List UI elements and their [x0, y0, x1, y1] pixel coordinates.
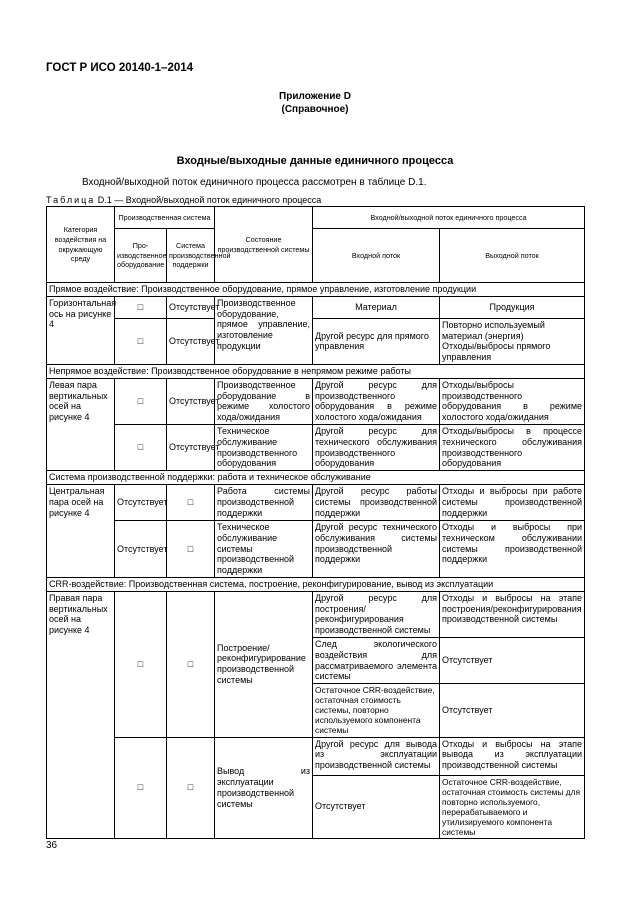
output-cell: Отходы и выбросы на этапе построения/реконфигурирования производственной системы: [440, 591, 585, 637]
header-production-equipment: Про-изводственное оборудование: [115, 229, 167, 283]
checkbox-glyph: □: [187, 543, 194, 554]
absent-cell: Отсутствует: [167, 378, 215, 424]
category-cell: Правая пара вертикальных осей на рисунке 4: [47, 591, 115, 838]
section-title: Входные/выходные данные единичного процесса: [176, 155, 454, 167]
input-cell: Другой ресурс для прямого управления: [313, 318, 440, 364]
appendix-subtitle: (Справочное): [281, 104, 349, 115]
input-cell: Другой ресурс технического обслуживания системы производственной поддержки: [313, 520, 440, 577]
state-cell: Построение/реконфигурирование производственной системы: [215, 591, 313, 737]
category-cell: Центральная пара осей на рисунке 4: [47, 484, 115, 577]
output-cell: Отходы и выбросы при техническом обслуживании системы производственной поддержки: [440, 520, 585, 577]
check-mark: [115, 378, 167, 424]
table-caption-text: D.1 — Входной/выходной поток единичного процесса: [95, 195, 322, 205]
section-indirect-title: Непрямое воздействие: Производственное оборудование в непрямом режиме работы: [47, 364, 585, 378]
absent-cell: Отсутствует: [167, 318, 215, 364]
state-cell: Техническое обслуживание производственного оборудования: [215, 424, 313, 470]
check-mark: [167, 591, 215, 737]
category-cell: Левая пара вертикальных осей на рисунке 4: [47, 378, 115, 470]
checkbox-glyph: □: [187, 658, 194, 669]
category-cell: Горизонтальная ось на рисунке 4: [47, 296, 115, 364]
section-crr-title: CRR-воздействие: Производственная система, построение, реконфигурирование, вывод из эксплуатации: [47, 577, 585, 591]
checkbox-glyph: □: [137, 301, 144, 312]
output-cell: Отсутствует: [440, 637, 585, 683]
output-cell: Отходы и выбросы на этапе вывода из эксплуатации производственной системы: [440, 737, 585, 775]
absent-cell: Отсутствует: [167, 296, 215, 318]
document-header: ГОСТ Р ИСО 20140-1–2014: [46, 62, 194, 74]
intro-paragraph: Входной/выходной поток единичного процесса рассмотрен в таблице D.1.: [82, 177, 427, 188]
header-flow: Входной/выходной поток единичного процесса: [313, 207, 585, 229]
absent-cell: Отсутствует: [167, 424, 215, 470]
header-category: Категория воздействия на окружающую среду: [47, 207, 115, 283]
output-cell: Повторно используемый материал (энергия) Отходы/выбросы прямого управления: [440, 318, 585, 364]
table-caption: [46, 195, 321, 205]
header-output: Выходной поток: [440, 229, 585, 283]
header-input: Входной поток: [313, 229, 440, 283]
input-cell: След экологического воздействия для рассматриваемого элемента системы: [313, 637, 440, 683]
check-mark: [115, 737, 167, 838]
state-cell: Производственное оборудование в режиме холостого хода/ожидания: [215, 378, 313, 424]
output-cell: Отходы/выбросы производственного оборудования в режиме холостого хода/ожидания: [440, 378, 585, 424]
checkbox-glyph: □: [187, 497, 194, 508]
appendix-title: Приложение D: [279, 91, 351, 102]
input-cell: Материал: [313, 296, 440, 318]
check-mark: [167, 484, 215, 520]
input-cell: Другой ресурс для построения/реконфигурирования производственной системы: [313, 591, 440, 637]
absent-cell: Отсутствует: [115, 520, 167, 577]
check-mark: [115, 318, 167, 364]
table-caption-prefix: Таблица: [46, 195, 96, 205]
input-cell: Другой ресурс для вывода из эксплуатации производственной системы: [313, 737, 440, 775]
state-cell: Техническое обслуживание системы производственной поддержки: [215, 520, 313, 577]
section-direct-title: Прямое воздействие: Производственное оборудование, прямое управление, изготовление продукции: [47, 283, 585, 297]
header-production-system: Производственная система: [115, 207, 215, 229]
output-cell: Отходы/выбросы в процессе технического обслуживания производственного оборудования: [440, 424, 585, 470]
checkbox-glyph: □: [137, 442, 144, 453]
checkbox-glyph: □: [137, 782, 144, 793]
input-cell: Другой ресурс для технического обслуживания производственного оборудования: [313, 424, 440, 470]
state-cell: Производственное оборудование, прямое управление, изготовление продукции: [215, 296, 313, 364]
input-cell: Остаточное CRR-воздействие, остаточная стоимость системы, повторно используемого компонента системы: [313, 684, 440, 737]
check-mark: [167, 737, 215, 838]
unit-process-table: [46, 206, 585, 839]
output-cell: Продукция: [440, 296, 585, 318]
checkbox-glyph: □: [137, 395, 144, 406]
state-cell: Вывод из эксплуатации производственной системы: [215, 737, 313, 838]
check-mark: [115, 424, 167, 470]
input-cell: Отсутствует: [313, 775, 440, 838]
state-cell: Работа системы производственной поддержки: [215, 484, 313, 520]
absent-cell: Отсутствует: [115, 484, 167, 520]
page-number: 36: [46, 840, 58, 851]
output-cell: Отсутствует: [440, 684, 585, 737]
output-cell: Отходы и выбросы при работе системы производственной поддержки: [440, 484, 585, 520]
header-support-system: Система производственной поддержки: [167, 229, 215, 283]
checkbox-glyph: □: [137, 335, 144, 346]
check-mark: [115, 296, 167, 318]
section-support-title: Система производственной поддержки: работа и техническое обслуживание: [47, 471, 585, 485]
output-cell: Остаточное CRR-воздействие, остаточная стоимость системы для повторно используемого, перерабатываемого и утилизируемого компонента системы: [440, 775, 585, 838]
checkbox-glyph: □: [187, 782, 194, 793]
checkbox-glyph: □: [137, 658, 144, 669]
check-mark: [167, 520, 215, 577]
input-cell: Другой ресурс работы системы производственной поддержки: [313, 484, 440, 520]
check-mark: [115, 591, 167, 737]
input-cell: Другой ресурс для производственного оборудования в режиме холостого хода/ожидания: [313, 378, 440, 424]
header-state: Состояние производственной системы: [215, 207, 313, 283]
